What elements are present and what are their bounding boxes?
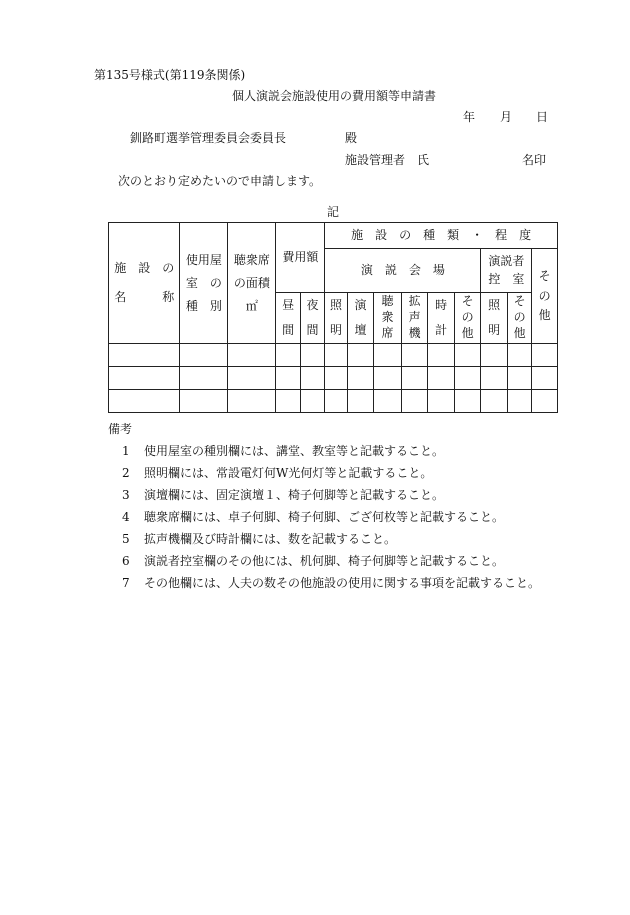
header-night: 夜 間 [300,293,325,344]
header-other: そ の 他 [532,249,558,344]
remark-item: 1 使用屋室の種別欄には、講堂、教室等と記載すること。 [122,444,445,458]
header-lighting: 照 明 [325,293,347,344]
honorific: 殿 [345,131,358,145]
header-loudspeaker: 拡 声 機 [401,293,428,344]
remark-item: 2 照明欄には、常設電灯何W光何灯等と記載すること。 [122,466,433,480]
application-table [108,222,558,413]
header-facility-name: 施 設 の 名 称 [109,223,180,344]
document-title: 個人演説会施設使用の費用額等申請書 [232,89,437,103]
header-facility-kind: 施 設 の 種 類 ・ 程 度 [325,223,558,249]
intro-text: 次のとおり定めたいので申請します。 [118,174,322,188]
remark-item: 3 演壇欄には、固定演壇１、椅子何脚等と記載すること。 [122,488,445,502]
header-audience-seats: 聴 衆 席 [374,293,402,344]
addressee: 釧路町選挙管理委員会委員長 [130,131,287,145]
form-number: 第135号様式(第119条関係) [94,68,246,82]
header-room-lighting: 照 明 [481,293,508,344]
facility-manager-label: 施設管理者 氏 [345,153,430,167]
date-month-label: 月 [500,110,513,124]
header-clock: 時 計 [428,293,455,344]
ki-label: 記 [327,205,340,219]
date-year-label: 年 [463,110,476,124]
remarks-title: 備考 [108,422,133,436]
header-cost: 費用額 [276,223,325,293]
remark-item: 7 その他欄には、人夫の数その他施設の使用に関する事項を記載すること。 [122,576,541,590]
seal-label: 名印 [522,153,547,167]
header-stage: 演 壇 [347,293,374,344]
date-day-label: 日 [536,110,549,124]
header-room-other: そ の 他 [507,293,531,344]
header-room-type: 使用屋 室 の 種 別 [180,223,228,344]
header-venue-other: そ の 他 [454,293,481,344]
header-daytime: 昼 間 [276,293,300,344]
table-row [109,390,558,413]
remark-item: 5 拡声機欄及び時計欄には、数を記載すること。 [122,532,397,546]
table-row [109,344,558,367]
remark-item: 4 聴衆席欄には、卓子何脚、椅子何脚、ござ何枚等と記載すること。 [122,510,505,524]
table-row [109,367,558,390]
remark-item: 6 演説者控室欄のその他には、机何脚、椅子何脚等と記載すること。 [122,554,505,568]
header-seat-area: 聴衆席 の面積 ㎡ [228,223,276,344]
header-venue: 演 説 会 場 [325,249,481,293]
header-speaker-room: 演説者 控 室 [481,249,532,293]
